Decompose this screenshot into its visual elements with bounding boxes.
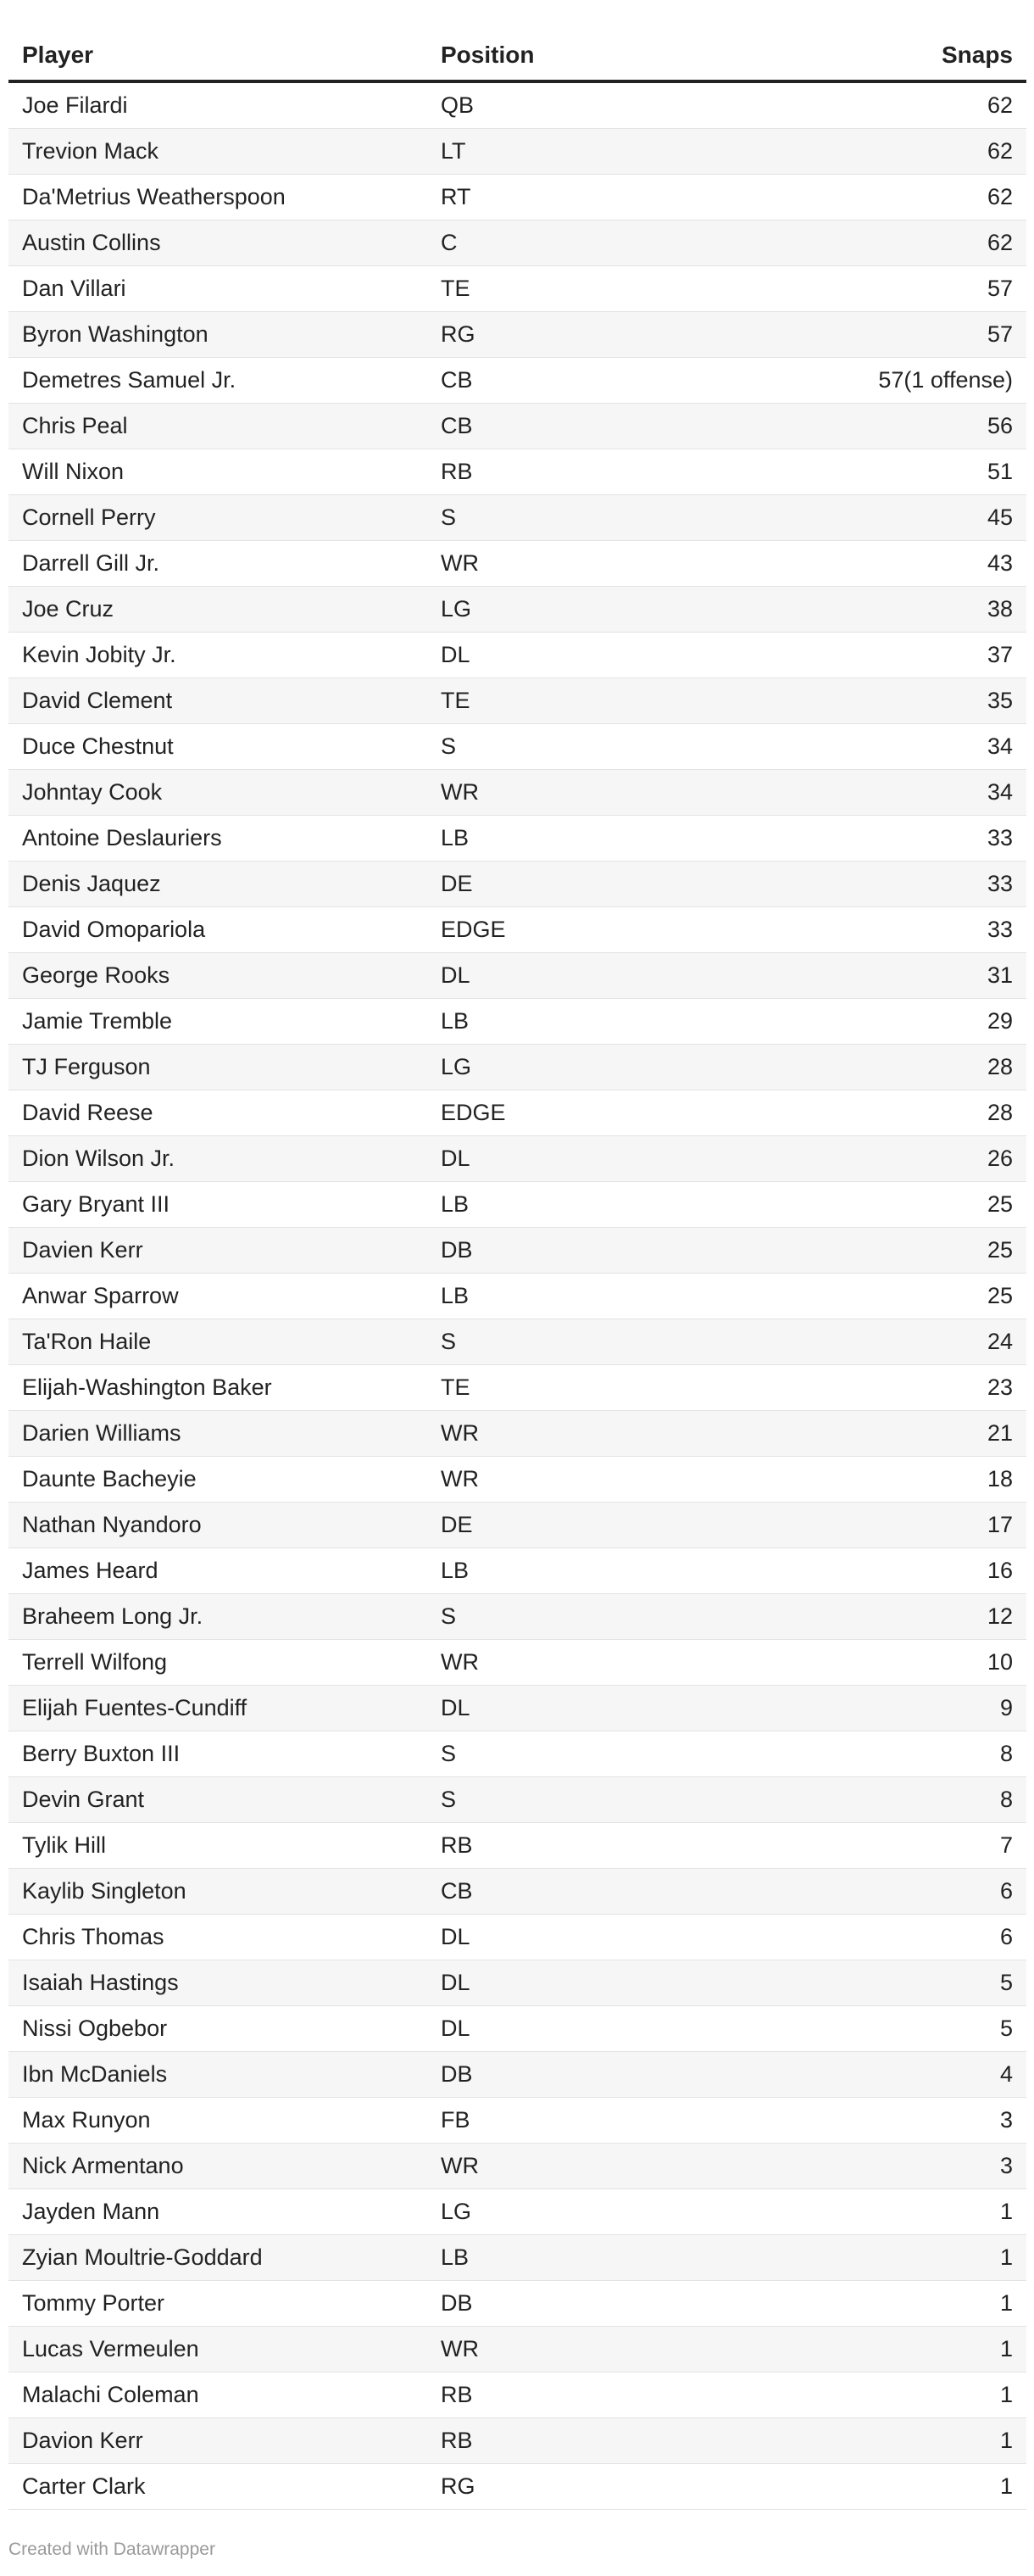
- table-row: [8, 1045, 1026, 1090]
- table-row: [8, 1915, 1026, 1960]
- position-cell: RB: [441, 1832, 473, 1858]
- table-row: [8, 2281, 1026, 2327]
- snaps-cell: 43: [987, 550, 1013, 576]
- table-row: [8, 1777, 1026, 1823]
- player-cell: Devin Grant: [22, 1787, 145, 1812]
- position-cell: LT: [441, 138, 466, 164]
- player-cell: Trevion Mack: [22, 138, 159, 164]
- table-row: [8, 404, 1026, 449]
- snaps-cell: 6: [999, 1878, 1013, 1904]
- position-cell: DB: [441, 2290, 473, 2316]
- position-cell: DE: [441, 871, 473, 896]
- table-row: [8, 1594, 1026, 1640]
- position-cell: WR: [441, 1420, 479, 1446]
- snaps-cell: 45: [987, 505, 1013, 530]
- player-cell: Ta'Ron Haile: [22, 1329, 152, 1354]
- player-cell: Kevin Jobity Jr.: [22, 642, 176, 667]
- player-cell: Tylik Hill: [22, 1832, 106, 1858]
- position-cell: EDGE: [441, 1100, 506, 1125]
- snaps-cell: 1: [999, 2473, 1013, 2499]
- snaps-cell: 57: [987, 321, 1013, 347]
- player-cell: Gary Bryant III: [22, 1191, 170, 1217]
- player-cell: Terrell Wilfong: [22, 1649, 168, 1675]
- player-cell: Zyian Moultrie-Goddard: [22, 2244, 263, 2270]
- table-body: [8, 83, 1026, 2510]
- player-cell: Denis Jaquez: [22, 871, 161, 896]
- position-cell: LB: [441, 2244, 470, 2270]
- snaps-cell: 33: [987, 917, 1013, 942]
- table-row: [8, 175, 1026, 220]
- table-row: [8, 1319, 1026, 1365]
- table-row: [8, 2006, 1026, 2052]
- position-cell: RB: [441, 2428, 473, 2453]
- position-cell: QB: [441, 92, 475, 118]
- snaps-cell: 31: [987, 962, 1013, 988]
- table-row: [8, 1731, 1026, 1777]
- table-row: [8, 266, 1026, 312]
- table-row: [8, 2052, 1026, 2098]
- player-cell: James Heard: [22, 1558, 158, 1583]
- position-cell: DL: [441, 1924, 470, 1949]
- snaps-cell: 7: [999, 1832, 1013, 1858]
- table-row: [8, 1228, 1026, 1274]
- player-cell: Isaiah Hastings: [22, 1970, 179, 1995]
- snaps-cell: 26: [987, 1146, 1013, 1171]
- player-cell: Davion Kerr: [22, 2428, 143, 2453]
- datawrapper-credit[interactable]: Created with Datawrapper: [8, 2540, 215, 2559]
- table-row: [8, 999, 1026, 1045]
- position-cell: LG: [441, 2199, 472, 2224]
- player-cell: Jayden Mann: [22, 2199, 160, 2224]
- snaps-cell: 25: [987, 1283, 1013, 1308]
- snaps-cell: 25: [987, 1237, 1013, 1263]
- snaps-cell: 1: [999, 2382, 1013, 2407]
- player-cell: Joe Cruz: [22, 596, 114, 622]
- player-cell: George Rooks: [22, 962, 170, 988]
- position-cell: DL: [441, 962, 470, 988]
- snaps-cell: 62: [987, 184, 1013, 209]
- player-cell: Max Runyon: [22, 2107, 151, 2133]
- position-cell: LB: [441, 1191, 470, 1217]
- position-cell: TE: [441, 276, 470, 301]
- position-cell: CB: [441, 367, 473, 393]
- position-cell: LG: [441, 1054, 472, 1079]
- player-cell: Elijah Fuentes-Cundiff: [22, 1695, 247, 1720]
- snaps-cell: 57: [987, 276, 1013, 301]
- position-cell: WR: [441, 1466, 479, 1492]
- position-cell: S: [441, 505, 457, 530]
- snaps-cell: 5: [999, 1970, 1013, 1995]
- table-row: [8, 1457, 1026, 1503]
- player-cell: TJ Ferguson: [22, 1054, 151, 1079]
- player-cell: Darien Williams: [22, 1420, 181, 1446]
- table-row: [8, 1548, 1026, 1594]
- snaps-cell: 3: [999, 2153, 1013, 2178]
- table-row: [8, 678, 1026, 724]
- player-cell: Malachi Coleman: [22, 2382, 199, 2407]
- table-row: [8, 1869, 1026, 1915]
- position-cell: LB: [441, 1558, 470, 1583]
- position-cell: S: [441, 1787, 457, 1812]
- table-row: [8, 312, 1026, 358]
- position-cell: RT: [441, 184, 471, 209]
- position-cell: DB: [441, 2061, 473, 2087]
- player-cell: Nick Armentano: [22, 2153, 184, 2178]
- player-cell: Carter Clark: [22, 2473, 146, 2499]
- snaps-cell: 16: [987, 1558, 1013, 1583]
- table-row: [8, 358, 1026, 404]
- position-cell: S: [441, 1741, 457, 1766]
- table-row: [8, 495, 1026, 541]
- table-row: [8, 129, 1026, 175]
- snaps-cell: 6: [999, 1924, 1013, 1949]
- position-cell: C: [441, 230, 458, 255]
- table-row: [8, 1640, 1026, 1686]
- snaps-cell: 3: [999, 2107, 1013, 2133]
- snaps-cell: 62: [987, 92, 1013, 118]
- table-row: [8, 2098, 1026, 2144]
- table-row: [8, 587, 1026, 633]
- player-cell: Joe Filardi: [22, 92, 128, 118]
- player-cell: Byron Washington: [22, 321, 208, 347]
- snaps-cell: 17: [987, 1512, 1013, 1537]
- snaps-cell: 5: [999, 2016, 1013, 2041]
- player-cell: David Omopariola: [22, 917, 206, 942]
- player-cell: Darrell Gill Jr.: [22, 550, 160, 576]
- table-row: [8, 724, 1026, 770]
- snaps-cell: 25: [987, 1191, 1013, 1217]
- table-row: [8, 2189, 1026, 2235]
- position-cell: LB: [441, 1008, 470, 1034]
- position-cell: FB: [441, 2107, 470, 2133]
- player-cell: Tommy Porter: [22, 2290, 165, 2316]
- snaps-table: [8, 31, 1026, 2510]
- snaps-cell: 33: [987, 825, 1013, 850]
- snaps-cell: 24: [987, 1329, 1013, 1354]
- table-row: [8, 2144, 1026, 2189]
- snaps-cell: 62: [987, 138, 1013, 164]
- position-cell: CB: [441, 413, 473, 438]
- player-cell: Kaylib Singleton: [22, 1878, 186, 1904]
- position-cell: RB: [441, 2382, 473, 2407]
- snaps-cell: 18: [987, 1466, 1013, 1492]
- table-row: [8, 2372, 1026, 2418]
- snaps-cell: 28: [987, 1100, 1013, 1125]
- position-cell: DL: [441, 2016, 470, 2041]
- position-cell: LB: [441, 1283, 470, 1308]
- player-cell: Da'Metrius Weatherspoon: [22, 184, 286, 209]
- player-cell: Austin Collins: [22, 230, 161, 255]
- table-row: [8, 541, 1026, 587]
- table-row: [8, 816, 1026, 861]
- snaps-cell: 57(1 offense): [878, 367, 1013, 393]
- position-cell: S: [441, 1329, 457, 1354]
- snaps-cell: 62: [987, 230, 1013, 255]
- position-cell: WR: [441, 2336, 479, 2361]
- table-row: [8, 1274, 1026, 1319]
- column-header-snaps[interactable]: Snaps: [941, 42, 1013, 68]
- snaps-cell: 9: [999, 1695, 1013, 1720]
- table-row: [8, 2235, 1026, 2281]
- position-cell: RG: [441, 2473, 475, 2499]
- table-row: [8, 907, 1026, 953]
- player-cell: Lucas Vermeulen: [22, 2336, 199, 2361]
- snaps-cell: 8: [999, 1741, 1013, 1766]
- position-cell: RB: [441, 459, 473, 484]
- position-cell: WR: [441, 779, 479, 805]
- player-cell: Chris Thomas: [22, 1924, 164, 1949]
- snaps-cell: 34: [987, 779, 1013, 805]
- snaps-cell: 56: [987, 413, 1013, 438]
- table-row: [8, 1411, 1026, 1457]
- player-cell: David Clement: [22, 688, 173, 713]
- position-cell: LB: [441, 825, 470, 850]
- table-row: [8, 2464, 1026, 2510]
- table-header: [8, 31, 1026, 83]
- table-row: [8, 861, 1026, 907]
- player-cell: Elijah-Washington Baker: [22, 1374, 272, 1400]
- position-cell: TE: [441, 688, 470, 713]
- position-cell: LG: [441, 596, 472, 622]
- position-cell: DL: [441, 1146, 470, 1171]
- table-row: [8, 1182, 1026, 1228]
- player-cell: Anwar Sparrow: [22, 1283, 179, 1308]
- player-cell: David Reese: [22, 1100, 153, 1125]
- player-cell: Braheem Long Jr.: [22, 1603, 203, 1629]
- table-row: [8, 1686, 1026, 1731]
- table-row: [8, 1136, 1026, 1182]
- snaps-cell: 23: [987, 1374, 1013, 1400]
- position-cell: WR: [441, 1649, 479, 1675]
- snaps-cell: 35: [987, 688, 1013, 713]
- player-cell: Dion Wilson Jr.: [22, 1146, 175, 1171]
- column-header-player[interactable]: Player: [22, 42, 94, 68]
- player-cell: Davien Kerr: [22, 1237, 143, 1263]
- snaps-cell: 21: [987, 1420, 1013, 1446]
- snaps-cell: 37: [987, 642, 1013, 667]
- table-row: [8, 1960, 1026, 2006]
- player-cell: Demetres Samuel Jr.: [22, 367, 236, 393]
- position-cell: DL: [441, 1970, 470, 1995]
- table-row: [8, 83, 1026, 129]
- table-row: [8, 1365, 1026, 1411]
- snaps-cell: 1: [999, 2428, 1013, 2453]
- position-cell: TE: [441, 1374, 470, 1400]
- snaps-cell: 33: [987, 871, 1013, 896]
- player-cell: Antoine Deslauriers: [22, 825, 222, 850]
- player-cell: Jamie Tremble: [22, 1008, 173, 1034]
- position-cell: DE: [441, 1512, 473, 1537]
- position-cell: DL: [441, 642, 470, 667]
- player-cell: Chris Peal: [22, 413, 128, 438]
- position-cell: WR: [441, 550, 479, 576]
- position-cell: WR: [441, 2153, 479, 2178]
- snaps-cell: 51: [987, 459, 1013, 484]
- position-cell: CB: [441, 1878, 473, 1904]
- snaps-cell: 29: [987, 1008, 1013, 1034]
- snaps-cell: 1: [999, 2244, 1013, 2270]
- player-cell: Dan Villari: [22, 276, 126, 301]
- table-row: [8, 770, 1026, 816]
- player-cell: Will Nixon: [22, 459, 125, 484]
- player-cell: Daunte Bacheyie: [22, 1466, 197, 1492]
- table-row: [8, 633, 1026, 678]
- player-cell: Johntay Cook: [22, 779, 163, 805]
- table-row: [8, 220, 1026, 266]
- player-cell: Nissi Ogbebor: [22, 2016, 168, 2041]
- snaps-cell: 8: [999, 1787, 1013, 1812]
- snaps-cell: 10: [987, 1649, 1013, 1675]
- position-cell: S: [441, 1603, 457, 1629]
- table-row: [8, 2327, 1026, 2372]
- table-row: [8, 1503, 1026, 1548]
- table-row: [8, 953, 1026, 999]
- table-row: [8, 1090, 1026, 1136]
- player-cell: Nathan Nyandoro: [22, 1512, 202, 1537]
- snaps-cell: 4: [999, 2061, 1013, 2087]
- snaps-cell: 1: [999, 2336, 1013, 2361]
- snaps-cell: 1: [999, 2199, 1013, 2224]
- player-cell: Cornell Perry: [22, 505, 156, 530]
- position-cell: EDGE: [441, 917, 506, 942]
- snaps-cell: 1: [999, 2290, 1013, 2316]
- column-header-position[interactable]: Position: [441, 42, 535, 68]
- player-cell: Berry Buxton III: [22, 1741, 181, 1766]
- player-cell: Duce Chestnut: [22, 733, 174, 759]
- table-row: [8, 1823, 1026, 1869]
- player-cell: Ibn McDaniels: [22, 2061, 168, 2087]
- position-cell: DL: [441, 1695, 470, 1720]
- snaps-cell: 38: [987, 596, 1013, 622]
- table-row: [8, 449, 1026, 495]
- snaps-cell: 12: [987, 1603, 1013, 1629]
- snaps-cell: 34: [987, 733, 1013, 759]
- position-cell: S: [441, 733, 457, 759]
- table-row: [8, 2418, 1026, 2464]
- position-cell: RG: [441, 321, 475, 347]
- position-cell: DB: [441, 1237, 473, 1263]
- snaps-cell: 28: [987, 1054, 1013, 1079]
